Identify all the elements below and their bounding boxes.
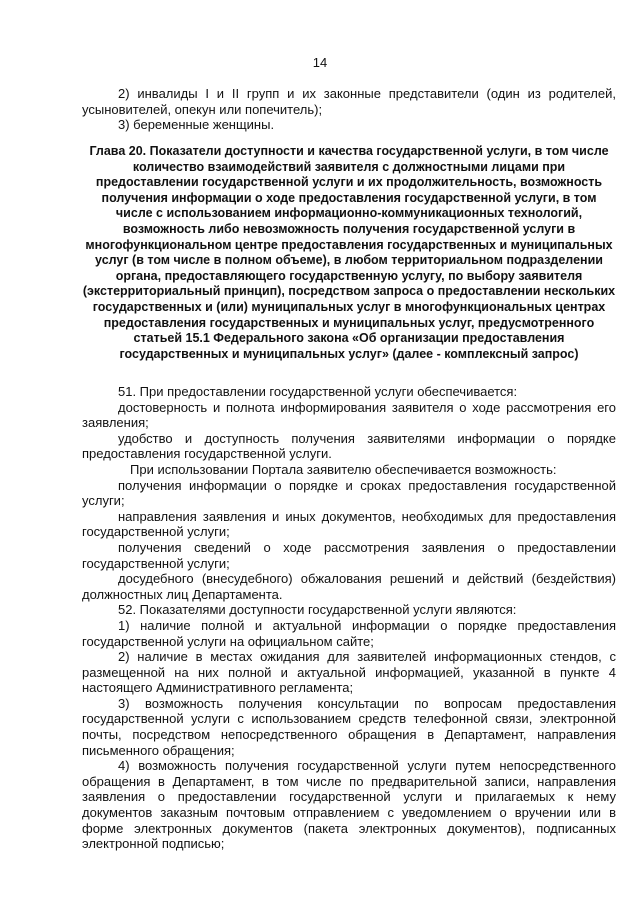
paragraph: получения сведений о ходе рассмотрения заявления о предоставлении государственной услуги; [82, 539, 616, 571]
list-item: 3) беременные женщины. [118, 117, 275, 133]
paragraph: 2) наличие в местах ожидания для заявителей информационных стендов, с размещенной на них полной и актуальной информацией, указанной в пункте 4 настоящего Административного регламента; [82, 649, 616, 696]
chapter-heading: Глава 20. Показатели доступности и качества государственной услуги, в том числе количество взаимодействий заявителя с должностными лицами при предоставлении государственной услуги и их продолжительность, возможность получения информации о ходе предоставления государственной услуги, в том числе с использованием информационно-коммуникационных технологий, возможность либо невозможность получения государственной услуги в многофункциональном центре предоставления государственных и муниципальных услуг (в том числе в полном объеме), в любом территориальном подразделении органа, предоставляющего государственную услугу, по выбору заявителя (экстерриториальный принцип), посредством запроса о предоставлении нескольких государственных и (или) муниципальных услуг в многофункциональных центрах предоставления государственных и муниципальных услуг, предусмотренного статьей 15.1 Федерального закона «Об организации предоставления государственных и муниципальных услуг» (далее - комплексный запрос) [82, 144, 616, 361]
paragraph: 52. Показателями доступности государственной услуги являются: [118, 602, 517, 618]
list-item: 2) инвалиды I и II групп и их законные представители (один из родителей, усыновителей, опекун или попечитель); [82, 86, 616, 117]
page-number: 14 [312, 55, 328, 70]
paragraph: 4) возможность получения государственной услуги путем непосредственного обращения в Департамент, в том числе по предварительной записи, направления заявления о предоставлении государственной услуги и прилагаемых к нему документов заказным почтовым отправлением с уведомлением о вручении или в форме электронных документов (пакета электронных документов), подписанных электронной подписью; [82, 758, 616, 852]
paragraph: достоверность и полнота информирования заявителя о ходе рассмотрения его заявления; [82, 399, 616, 431]
paragraph: 1) наличие полной и актуальной информации о порядке предоставления государственной услуги на официальном сайте; [82, 617, 616, 649]
paragraph: 51. При предоставлении государственной услуги обеспечивается: [118, 384, 518, 399]
paragraph: досудебного (внесудебного) обжалования решений и действий (бездействия) должностных лиц Департамента. [82, 571, 616, 602]
body-text [82, 384, 616, 852]
paragraph: При использовании Портала заявителю обеспечивается возможность: [130, 461, 557, 477]
paragraph: направления заявления и иных документов, необходимых для предоставления государственной услуги; [82, 508, 616, 540]
paragraph: получения информации о порядке и сроках предоставления государственной услуги; [82, 477, 616, 509]
paragraph: удобство и доступность получения заявителями информации о порядке предоставления государственной услуги. [82, 430, 616, 462]
paragraph: 3) возможность получения консультации по вопросам предоставления государственной услуги с использованием средств телефонной связи, электронной почты, посредством непосредственного обращения в Департамент, направления письменного обращения; [82, 695, 616, 758]
top-list [82, 86, 616, 133]
